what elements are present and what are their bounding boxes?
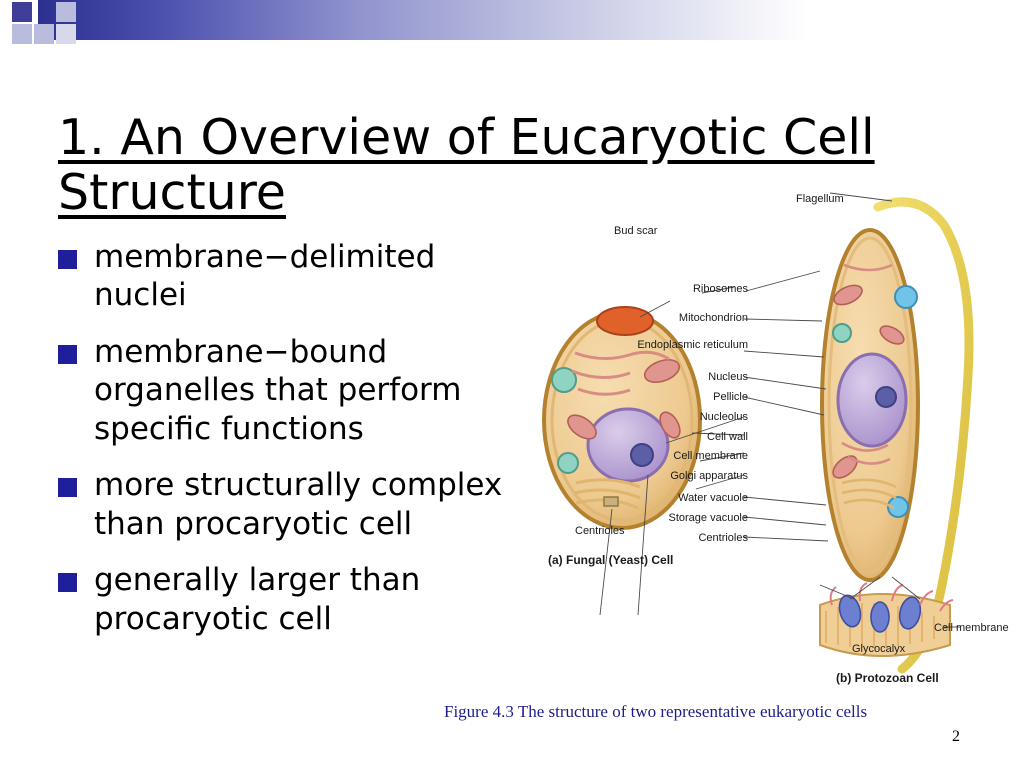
- bullet-square-icon: [58, 250, 77, 269]
- figure-label-cell-membrane-inset: Cell membrane: [934, 622, 1009, 634]
- figure-label-storage-vacuole: Storage vacuole: [668, 512, 748, 524]
- figure-label-nucleolus: Nucleolus: [699, 411, 748, 423]
- deco-square-1: [12, 2, 32, 22]
- panel-b-caption: (b) Protozoan Cell: [836, 671, 939, 685]
- figure-label-pellicle: Pellicle: [713, 391, 748, 403]
- deco-square-5: [56, 24, 76, 44]
- figure-label-nucleus: Nucleus: [708, 371, 748, 383]
- list-item: [58, 466, 528, 543]
- figure-caption: Figure 4.3 The structure of two representative eukaryotic cells: [444, 702, 868, 721]
- panel-a-caption: (a) Fungal (Yeast) Cell: [548, 553, 674, 567]
- figure-label-water-vacuole: Water vacuole: [678, 492, 748, 504]
- decorative-header-bar: [0, 0, 1024, 48]
- protozoan-cell-drawing: [820, 193, 969, 669]
- deco-square-4: [12, 24, 32, 44]
- figure-label-mitochondrion: Mitochondrion: [678, 312, 748, 324]
- figure-label-cell-wall: Cell wall: [707, 431, 748, 443]
- page-title: 1. An Overview of Eucaryotic Cell Structure: [58, 108, 875, 221]
- bullet-text: more structurally complex than procaryotic cell: [94, 467, 503, 542]
- bullet-square-icon: [58, 573, 77, 592]
- figure-label-centrioles-left: Centrioles: [575, 525, 625, 537]
- bullet-list: [58, 238, 528, 656]
- deco-square-2: [34, 24, 54, 44]
- list-item: [58, 561, 528, 638]
- bullet-square-icon: [58, 478, 77, 497]
- figure-label-bud-scar: Bud scar: [614, 225, 658, 237]
- bullet-text: membrane−bound organelles that perform specific functions: [94, 333, 462, 447]
- bullet-square-icon: [58, 345, 77, 364]
- figure-label-ribosomes: Ribosomes: [692, 283, 748, 295]
- list-item: [58, 238, 528, 315]
- slide-number: 2: [952, 728, 960, 745]
- deco-square-3: [56, 2, 76, 22]
- figure-label-cell-membrane: Cell membrane: [673, 450, 748, 462]
- figure-label-flagellum: Flagellum: [796, 193, 844, 205]
- bullet-text: generally larger than procaryotic cell: [94, 562, 421, 637]
- figure-label-centrioles-center: Centrioles: [698, 532, 748, 544]
- figure-label-glycocalyx: Glycocalyx: [852, 643, 906, 655]
- list-item: [58, 333, 528, 448]
- gradient-bar: [38, 0, 1024, 40]
- cell-structure-figure: [520, 175, 1020, 700]
- bullet-text: membrane−delimited nuclei: [94, 239, 436, 314]
- figure-label-golgi-apparatus: Golgi apparatus: [670, 470, 748, 482]
- figure-label-endoplasmic-reticulum: Endoplasmic reticulum: [637, 339, 748, 351]
